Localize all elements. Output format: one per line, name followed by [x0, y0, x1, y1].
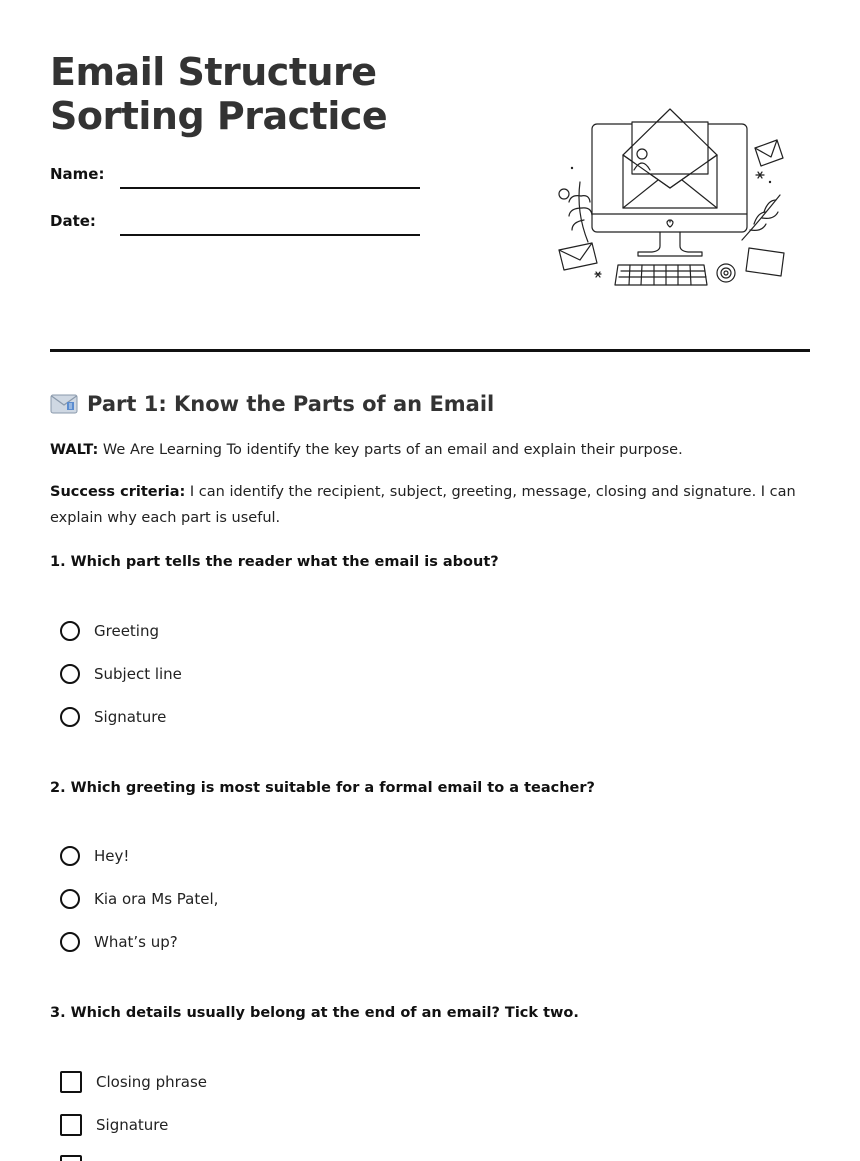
radio-button[interactable]: [60, 889, 80, 909]
q3-option-signature[interactable]: [60, 1112, 168, 1138]
date-field[interactable]: [120, 234, 420, 236]
name-label: Name:: [50, 165, 105, 183]
option-label: What’s up?: [94, 933, 178, 951]
name-field[interactable]: [120, 187, 420, 189]
q3-option-closing-phrase[interactable]: [60, 1069, 207, 1095]
part1-heading: [50, 389, 494, 419]
option-label: Greeting: [94, 622, 159, 640]
q1-option-signature[interactable]: [60, 704, 166, 730]
option-label: Signature: [94, 708, 167, 726]
option-label: Subject line: [94, 665, 182, 683]
radio-button[interactable]: [60, 846, 80, 866]
walt-text: We Are Learning To identify the key parts of an email and explain their purpose.: [102, 442, 683, 458]
walt-statement: [50, 437, 820, 463]
option-label: Closing phrase: [96, 1073, 208, 1091]
success-criteria-label: Success criteria:: [50, 484, 186, 500]
success-criteria-text: I can identify the recipient, subject, greeting, message, closing and signature. I can explain why each part is useful.: [50, 484, 796, 526]
part1-heading-text: Part 1: Know the Parts of an Email: [87, 392, 495, 416]
q2-option-hey[interactable]: [60, 843, 129, 869]
success-criteria: [50, 479, 820, 531]
radio-button[interactable]: [60, 707, 80, 727]
radio-button[interactable]: [60, 932, 80, 952]
q1-option-subject-line[interactable]: [60, 661, 182, 687]
computer-email-illustration: [550, 100, 795, 295]
option-label: Signature: [96, 1116, 169, 1134]
worksheet-title: Email Structure Sorting Practice: [50, 50, 388, 138]
checkbox[interactable]: [60, 1114, 82, 1136]
question-1: 1. Which part tells the reader what the email is about?: [50, 554, 499, 570]
checkbox[interactable]: [60, 1155, 82, 1161]
q2-option-kia-ora[interactable]: [60, 886, 218, 912]
radio-button[interactable]: [60, 621, 80, 641]
checkbox[interactable]: [60, 1071, 82, 1093]
date-label: Date:: [50, 212, 96, 230]
option-label: Kia ora Ms Patel,: [94, 890, 219, 908]
walt-label: WALT:: [50, 442, 99, 458]
q2-option-whats-up[interactable]: [60, 929, 178, 955]
section-divider: [50, 349, 810, 352]
q1-option-greeting[interactable]: [60, 618, 159, 644]
q3-option-cut-off[interactable]: [60, 1155, 96, 1161]
option-label: Hey!: [94, 847, 130, 865]
question-3: 3. Which details usually belong at the end of an email? Tick two.: [50, 1005, 579, 1021]
radio-button[interactable]: [60, 664, 80, 684]
question-2: 2. Which greeting is most suitable for a formal email to a teacher?: [50, 780, 595, 796]
email-icon: [50, 393, 78, 415]
